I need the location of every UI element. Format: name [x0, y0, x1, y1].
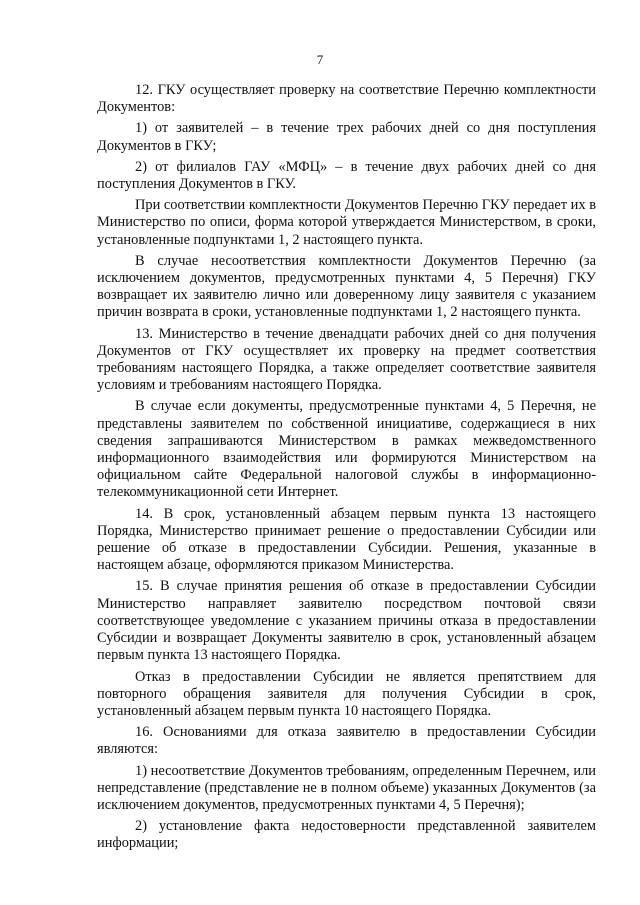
paragraph-16-item-2: 2) установление факта недостоверности представленной заявителем информации;	[97, 818, 596, 852]
paragraph-12-noncompliance: В случае несоответствия комплектности Документов Перечню (за исключением документов, предусмотренных пунктами 4, 5 Перечня) ГКУ возвращает их заявителю лично или доверенному лицу заявителя с указанием причин возврата в сроки, установленные подпунктами 1, 2 настоящего пункта.	[97, 252, 596, 321]
page-number: 7	[316, 52, 324, 67]
document-body	[97, 82, 596, 853]
paragraph-12-item-1: 1) от заявителей – в течение трех рабочих дней со дня поступления Документов в ГКУ;	[97, 120, 596, 154]
paragraph-15-refusal: Отказ в предоставлении Субсидии не является препятствием для повторного обращения заявителя для получения Субсидии в срок, установленный абзацем первым пункта 10 настоящего Порядка.	[97, 668, 596, 719]
paragraph-12-item-2: 2) от филиалов ГАУ «МФЦ» – в течение двух рабочих дней со дня поступления Документов в ГКУ.	[97, 158, 596, 193]
paragraph-14: 14. В срок, установленный абзацем первым пункта 13 настоящего Порядка, Министерство принимает решение о предоставлении Субсидии или решение об отказе в предоставлении Субсидии. Решения, указанные в настоящем абзаце, оформляются приказом Министерства.	[97, 505, 596, 574]
paragraph-16: 16. Основаниями для отказа заявителю в предоставлении Субсидии являются:	[97, 724, 596, 758]
paragraph-13: 13. Министерство в течение двенадцати рабочих дней со дня получения Документов от ГКУ осуществляет их проверку на предмет соответствия требованиям настоящего Порядка, а также определяет соответствие заявителя условиям и требованиям настоящего Порядка.	[97, 325, 596, 394]
paragraph-12: 12. ГКУ осуществляет проверку на соответствие Перечню комплектности Документов:	[97, 82, 596, 116]
paragraph-15: 15. В случае принятия решения об отказе в предоставлении Субсидии Министерство направляет заявителю посредством почтовой связи соответствующее уведомление с указанием причины отказа в предоставлении Субсидии и возвращает Документы заявителю в срок, установленный абзацем первым пункта 13 настоящего Порядка.	[97, 578, 596, 664]
paragraph-16-item-1: 1) несоответствие Документов требованиям, определенным Перечнем, или непредставление (представление не в полном объеме) указанных Документов (за исключением документов, предусмотренных пунктами 4, 5 Перечня);	[97, 762, 596, 813]
paragraph-13-documents: В случае если документы, предусмотренные пунктами 4, 5 Перечня, не представлены заявителем по собственной инициативе, содержащиеся в них сведения запрашиваются Министерством в рамках межведомственного информационного взаимодействия или формируются Министерством на официальном сайте Федеральной налоговой службы в информационно-телекоммуникационной сети Интернет.	[97, 398, 596, 501]
paragraph-12-compliance: При соответствии комплектности Документов Перечню ГКУ передает их в Министерство по описи, форма которой утверждается Министерством, в сроки, установленные подпунктами 1, 2 настоящего пункта.	[97, 197, 596, 248]
